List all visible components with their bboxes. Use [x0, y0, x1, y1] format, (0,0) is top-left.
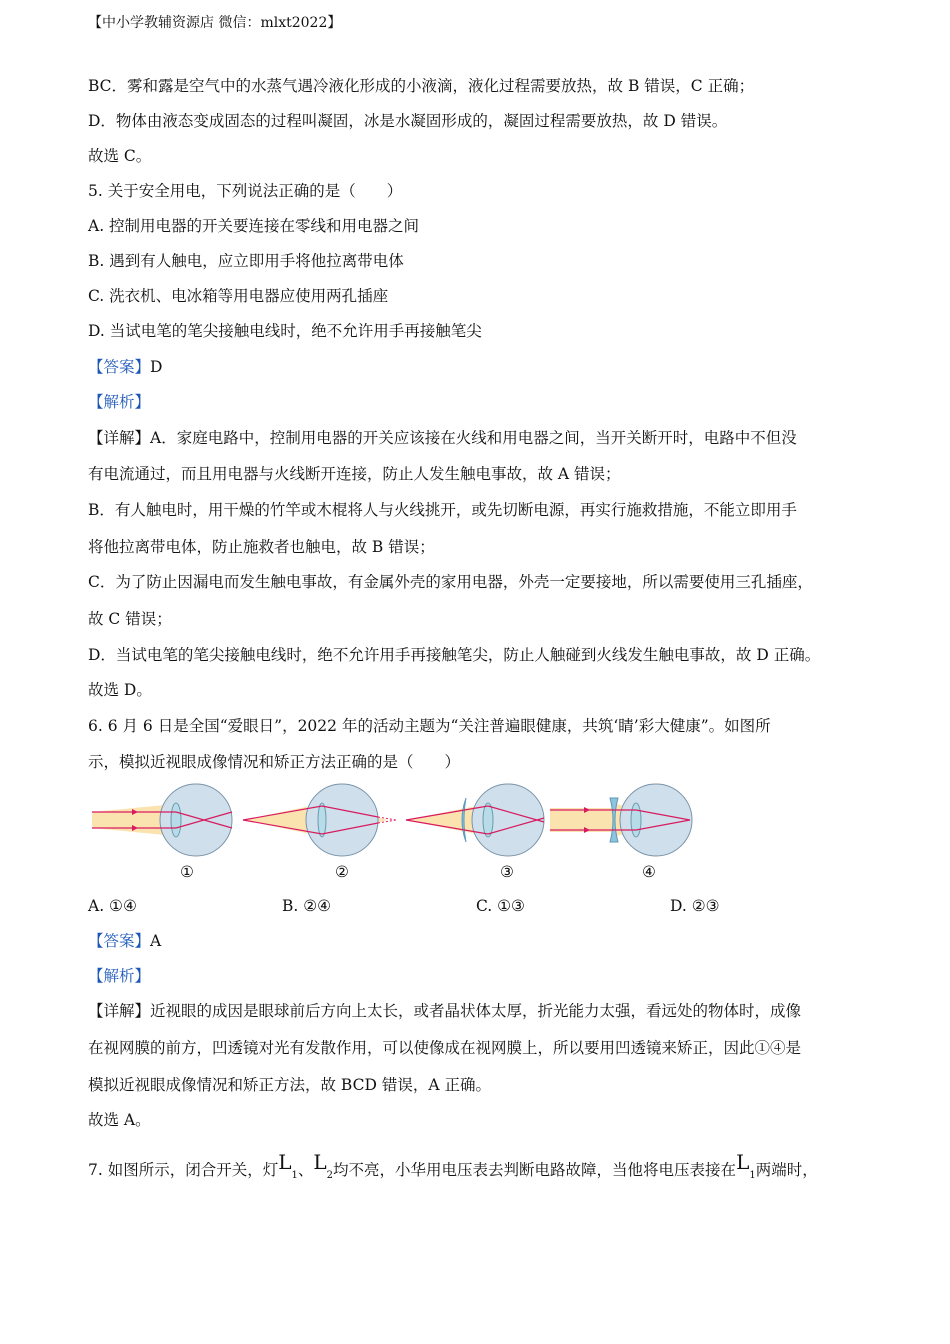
answer-tag: 【答案】: [88, 358, 151, 376]
q6-option-d: D. ②③: [670, 897, 720, 915]
eye-lens: [318, 803, 326, 837]
q5-option-a: A. 控制用电器的开关要连接在零线和用电器之间: [88, 217, 420, 235]
q5-detail-3: B．有人触电时，用干燥的竹竿或木棍将人与火线挑开，或先切断电源，再实行施救措施，不能立即用手: [88, 501, 797, 519]
light-beam: [550, 808, 616, 832]
q6-analysis-tag: 【解析】: [88, 967, 151, 985]
q6-answer: [88, 931, 161, 951]
q5-detail-1: [88, 428, 797, 448]
eye-lens: [631, 803, 641, 837]
q6-stem-1: 6. 6 月 6 日是全国“爱眼日”，2022 年的活动主题为“关注普遍眼健康，共筑‘睛’彩大健康”。如图所: [88, 717, 771, 735]
lamp-l1-sub: 1: [291, 1170, 298, 1181]
eye-panel-2: [243, 784, 396, 856]
detail-text: 近视眼的成因是眼球前后方向上太长，或者晶状体太厚，折光能力太强，看远处的物体时，成像: [150, 1002, 802, 1020]
q4-choose: 故选 C。: [88, 147, 152, 165]
answer-value: A: [150, 932, 162, 950]
q6-stem-2: 示，模拟近视眼成像情况和矫正方法正确的是（ ）: [88, 753, 461, 771]
answer-tag: 【答案】: [88, 932, 151, 950]
eyeball: [306, 784, 378, 856]
lamp-l2-letter: L: [313, 1150, 327, 1174]
fig-label-1: ①: [180, 863, 194, 881]
q6-option-b: B. ②④: [282, 897, 332, 915]
q5-detail-6: 故 C 错误；: [88, 610, 172, 628]
eye-lens: [171, 803, 181, 837]
lamp-l2-sub: 2: [326, 1170, 334, 1181]
q6-detail-1: [88, 1001, 801, 1021]
lamp-l1-sub-2: 1: [749, 1170, 756, 1181]
page-header: 【中小学教辅资源店 微信：mlxt2022】: [88, 15, 342, 31]
q5-detail-2: 有电流通过，而且用电器与火线断开连接，防止人发生触电事故，故 A 错误；: [88, 465, 621, 483]
answer-value: D: [150, 358, 163, 376]
q5-detail-5: C．为了防止因漏电而发生触电事故，有金属外壳的家用电器，外壳一定要接地，所以需要使用三孔插座，: [88, 573, 813, 591]
q5-stem: 5. 关于安全用电，下列说法正确的是（ ）: [88, 182, 403, 200]
q7-stem: [88, 1152, 818, 1186]
q6-detail-3: 模拟近视眼成像情况和矫正方法，故 BCD 错误，A 正确。: [88, 1076, 491, 1094]
detail-tag: 【详解】: [88, 429, 151, 447]
q5-option-d: D. 当试电笔的笔尖接触电线时，绝不允许用手再接触笔尖: [88, 322, 482, 340]
q7-part-1: 7. 如图所示，闭合开关，灯: [88, 1161, 279, 1179]
q6-option-a: A. ①④: [88, 897, 137, 915]
q5-detail-7: D．当试电笔的笔尖接触电线时，绝不允许用手再接触笔尖，防止人触碰到火线发生触电事故，故 D 正确。: [88, 646, 821, 664]
lamp-l1-letter-2: L: [736, 1150, 750, 1174]
eye-panel-3: [406, 784, 544, 856]
eye-panel-1: [92, 784, 232, 856]
fig-label-4: ④: [642, 863, 656, 881]
q4-bc-line: BC．雾和露是空气中的水蒸气遇冷液化形成的小液滴，液化过程需要放热，故 B 错误，C 正确；: [88, 77, 755, 95]
q5-choose: 故选 D。: [88, 681, 152, 699]
q5-analysis-tag: 【解析】: [88, 393, 151, 411]
detail-tag: 【详解】: [88, 1002, 151, 1020]
q5-answer: [88, 357, 162, 377]
fig-label-3: ③: [500, 863, 514, 881]
fig-label-2: ②: [335, 863, 349, 881]
eye-panel-4: [550, 784, 692, 856]
q6-detail-2: 在视网膜的前方，凹透镜对光有发散作用，可以使像成在视网膜上，所以要用凹透镜来矫正，因此①④是: [88, 1039, 802, 1057]
q7-part-2: 均不亮，小华用电压表去判断电路故障，当他将电压表接在: [333, 1161, 737, 1179]
q5-detail-4: 将他拉离带电体，防止施救者也触电，故 B 错误；: [88, 538, 435, 556]
q6-choose: 故选 A。: [88, 1111, 151, 1129]
q5-option-c: C. 洗衣机、电冰箱等用电器应使用两孔插座: [88, 287, 389, 305]
q7-part-3: 两端时，: [755, 1161, 818, 1179]
lamp-l1-letter: L: [278, 1150, 292, 1174]
q6-option-c: C. ①③: [476, 897, 525, 915]
q7-sep: 、: [297, 1161, 314, 1179]
q5-option-b: B. 遇到有人触电，应立即用手将他拉离带电体: [88, 252, 404, 270]
q4-d-line: D．物体由液态变成固态的过程叫凝固，冰是水凝固形成的，凝固过程需要放热，故 D 错误。: [88, 112, 728, 130]
eye-lens: [483, 803, 493, 837]
detail-text: A．家庭电路中，控制用电器的开关应该接在火线和用电器之间，当开关断开时，电路中不但没: [150, 429, 797, 447]
